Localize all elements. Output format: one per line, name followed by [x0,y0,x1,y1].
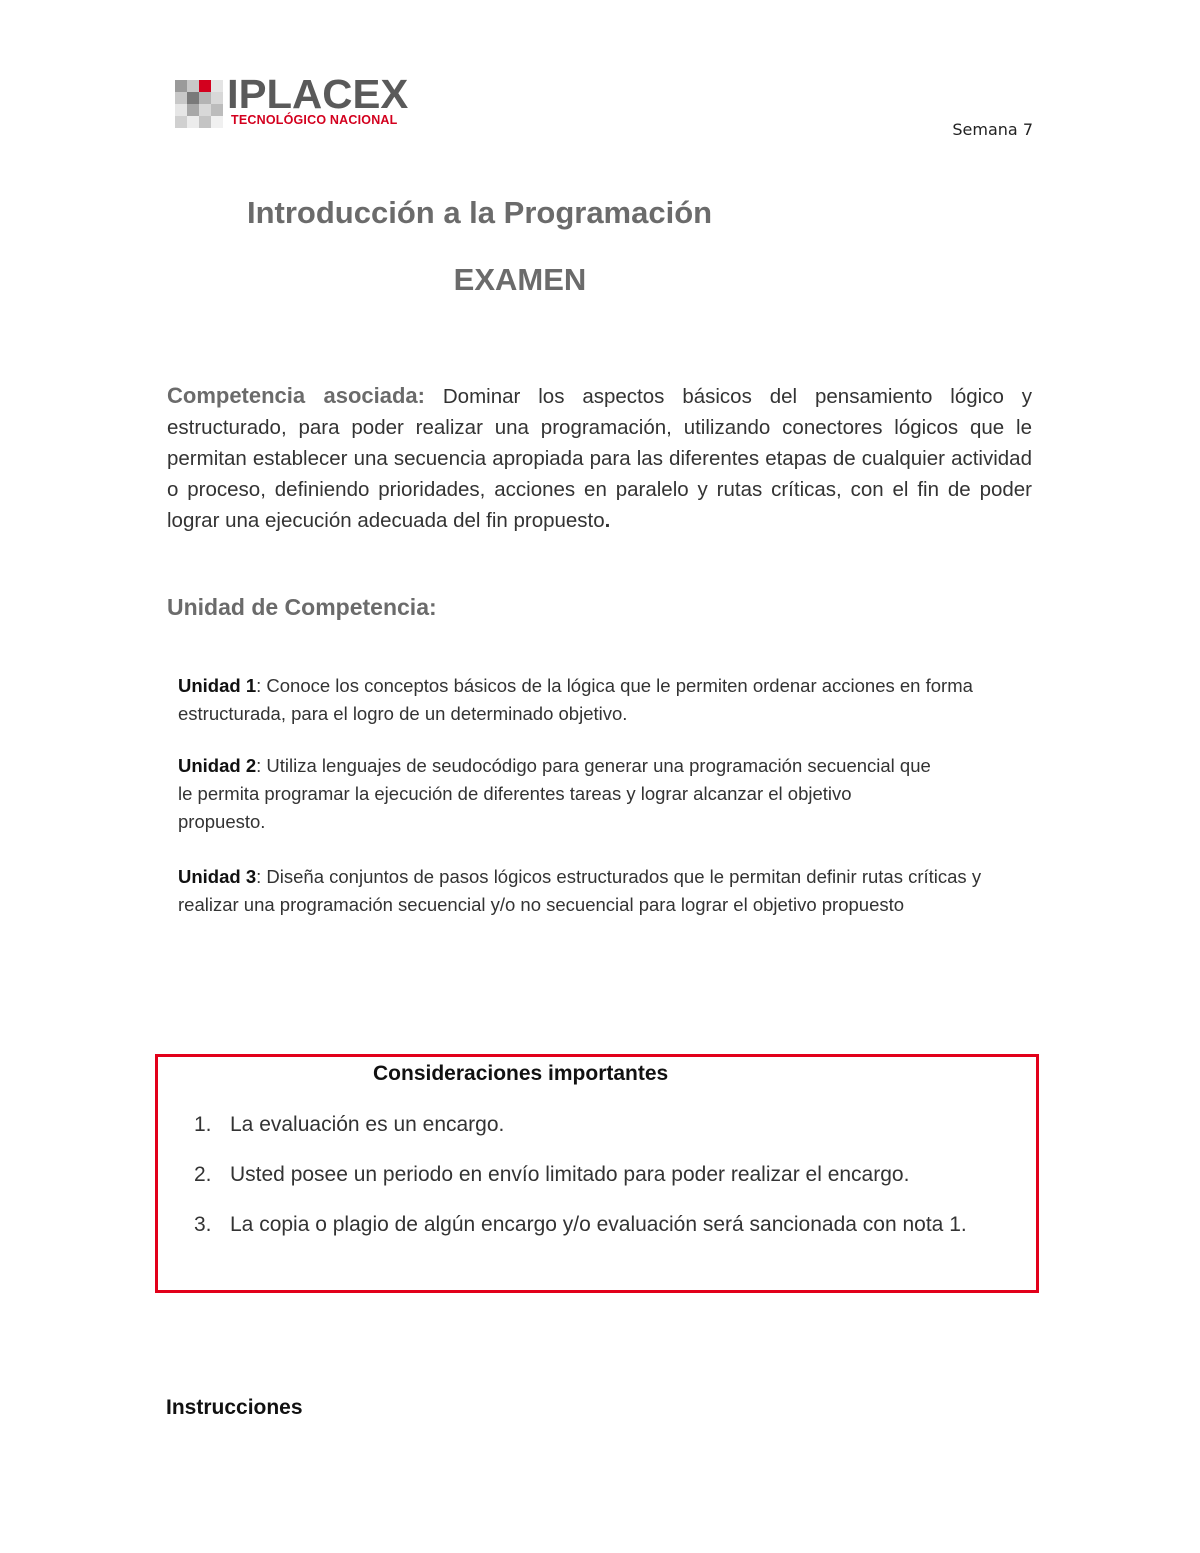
item-text: Usted posee un periodo en envío limitado para poder realizar el encargo. [230,1163,910,1186]
document-subtitle: EXAMEN [453,262,587,297]
unit-text: : Conoce los conceptos básicos de la lógica que le permiten ordenar acciones en forma estructurada, para el logro de un determinado objetivo. [178,675,973,724]
week-label: Semana 7 [952,120,1033,139]
item-number: 2. [194,1163,212,1186]
competencia-paragraph [167,380,1032,536]
instrucciones-heading: Instrucciones [166,1396,303,1419]
unit-item [178,863,1038,919]
item-text: La copia o plagio de algún encargo y/o evaluación será sancionada con nota 1. [230,1213,967,1236]
logo-wordmark: IPLACEX [227,71,409,117]
unit-text: : Diseña conjuntos de pasos lógicos estructurados que le permitan definir rutas críticas y realizar una programación secuencial y/o no secuencial para lograr el objetivo propuesto [178,866,982,915]
logo-mosaic-icon [175,80,225,130]
unit-label: Unidad 2 [178,755,257,776]
item-number: 1. [194,1113,212,1136]
logo-subtitle: TECNOLÓGICO NACIONAL [231,113,398,127]
competencia-label: Competencia asociada: [167,383,425,408]
unit-text: : Utiliza lenguajes de seudocódigo para generar una programación secuencial que le permita programar la ejecución de diferentes tareas y lograr alcanzar el objetivo propuesto. [178,755,931,832]
unit-item [178,752,938,836]
iplacex-logo [175,71,415,132]
item-number: 3. [194,1213,212,1236]
consideraciones-box [155,1054,1039,1293]
document-title: Introducción a la Programación [247,195,713,230]
competencia-end: . [604,509,611,532]
competencia-text: Dominar los aspectos básicos del pensamiento lógico y estructurado, para poder realizar una programación, utilizando conectores lógicos que le permitan establecer una secuencia apropiada para las diferentes etapas de cualquier actividad o proceso, definiendo prioridades, acciones en paralelo y rutas críticas, con el fin de poder lograr una ejecución adecuada del fin propuesto [167,385,1032,532]
unit-label: Unidad 3 [178,866,257,887]
unidad-heading: Unidad de Competencia: [167,594,437,620]
item-text: La evaluación es un encargo. [230,1113,505,1136]
consideraciones-title: Consideraciones importantes [373,1062,669,1085]
unit-item [178,672,1018,728]
unit-label: Unidad 1 [178,675,257,696]
